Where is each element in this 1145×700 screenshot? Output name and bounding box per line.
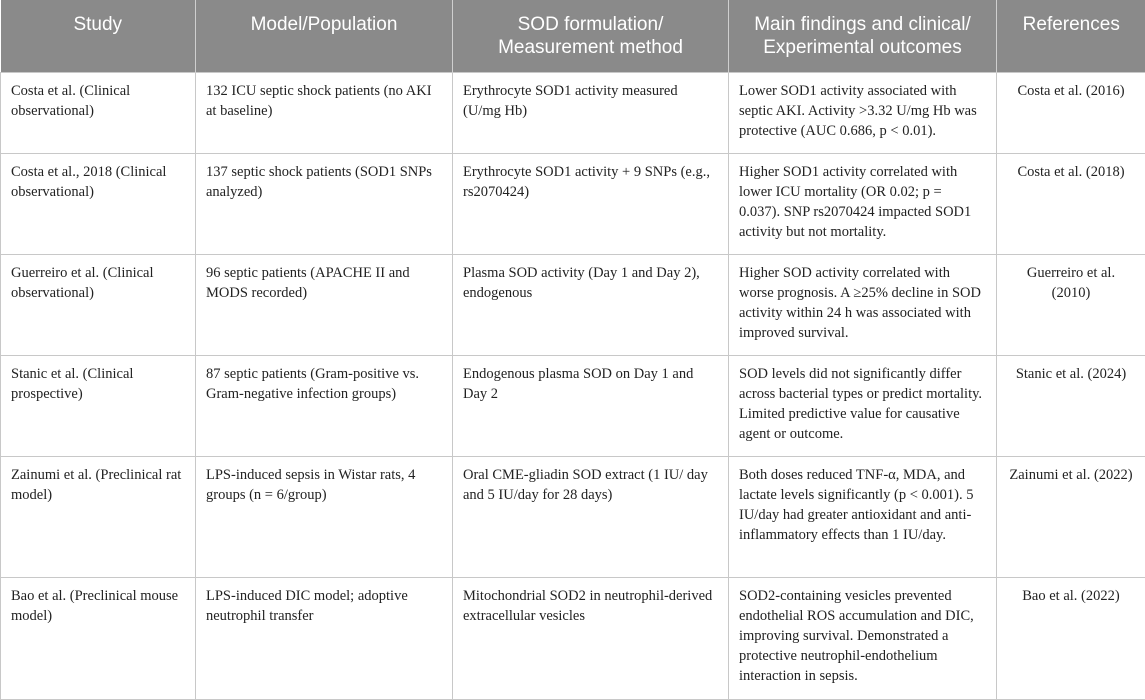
cell-study: Costa et al. (Clinical observational) [1,73,196,154]
cell-findings: Higher SOD1 activity correlated with lower ICU mortality (OR 0.02; p = 0.037). SNP rs2070424 impacted SOD1 activity but not mortality. [729,154,997,255]
cell-sod: Plasma SOD activity (Day 1 and Day 2), endogenous [453,255,729,356]
cell-model: LPS-induced DIC model; adoptive neutrophil transfer [196,578,453,700]
table-row [1,154,1145,255]
cell-sod: Erythrocyte SOD1 activity measured (U/mg Hb) [453,73,729,154]
cell-reference: Zainumi et al. (2022) [997,457,1145,578]
cell-study: Bao et al. (Preclinical mouse model) [1,578,196,700]
cell-study: Guerreiro et al. (Clinical observational) [1,255,196,356]
cell-model: LPS-induced sepsis in Wistar rats, 4 groups (n = 6/group) [196,457,453,578]
cell-sod: Oral CME-gliadin SOD extract (1 IU/ day and 5 IU/day for 28 days) [453,457,729,578]
table-header-row [1,0,1145,73]
cell-study: Costa et al., 2018 (Clinical observational) [1,154,196,255]
table-row [1,356,1145,457]
cell-model: 87 septic patients (Gram-positive vs. Gram-negative infection groups) [196,356,453,457]
table-row [1,578,1145,700]
cell-reference: Costa et al. (2018) [997,154,1145,255]
cell-reference: Stanic et al. (2024) [997,356,1145,457]
cell-sod: Endogenous plasma SOD on Day 1 and Day 2 [453,356,729,457]
cell-findings: SOD2-containing vesicles prevented endothelial ROS accumulation and DIC, improving survival. Demonstrated a protective neutrophil-endothelium interaction in sepsis. [729,578,997,700]
cell-model: 132 ICU septic shock patients (no AKI at baseline) [196,73,453,154]
cell-sod: Mitochondrial SOD2 in neutrophil-derived extracellular vesicles [453,578,729,700]
cell-findings: Higher SOD activity correlated with worse prognosis. A ≥25% decline in SOD activity within 24 h was associated with improved survival. [729,255,997,356]
table-row [1,73,1145,154]
cell-reference: Guerreiro et al. (2010) [997,255,1145,356]
cell-findings: Both doses reduced TNF-α, MDA, and lactate levels significantly (p < 0.001). 5 IU/day had greater antioxidant and anti-inflammatory effects than 1 IU/day. [729,457,997,578]
header-study: Study [1,0,196,73]
cell-model: 96 septic patients (APACHE II and MODS recorded) [196,255,453,356]
header-references: References [997,0,1145,73]
cell-findings: SOD levels did not significantly differ across bacterial types or predict mortality. Limited predictive value for causative agent or outcome. [729,356,997,457]
header-sod-formulation: SOD formulation/ Measurement method [453,0,729,73]
cell-study: Zainumi et al. (Preclinical rat model) [1,457,196,578]
table-row [1,255,1145,356]
table-row [1,457,1145,578]
cell-reference: Bao et al. (2022) [997,578,1145,700]
cell-reference: Costa et al. (2016) [997,73,1145,154]
cell-sod: Erythrocyte SOD1 activity + 9 SNPs (e.g., rs2070424) [453,154,729,255]
header-model-population: Model/Population [196,0,453,73]
cell-model: 137 septic shock patients (SOD1 SNPs analyzed) [196,154,453,255]
cell-findings: Lower SOD1 activity associated with septic AKI. Activity >3.32 U/mg Hb was protective (AUC 0.686, p < 0.01). [729,73,997,154]
header-main-findings: Main findings and clinical/ Experimental outcomes [729,0,997,73]
cell-study: Stanic et al. (Clinical prospective) [1,356,196,457]
